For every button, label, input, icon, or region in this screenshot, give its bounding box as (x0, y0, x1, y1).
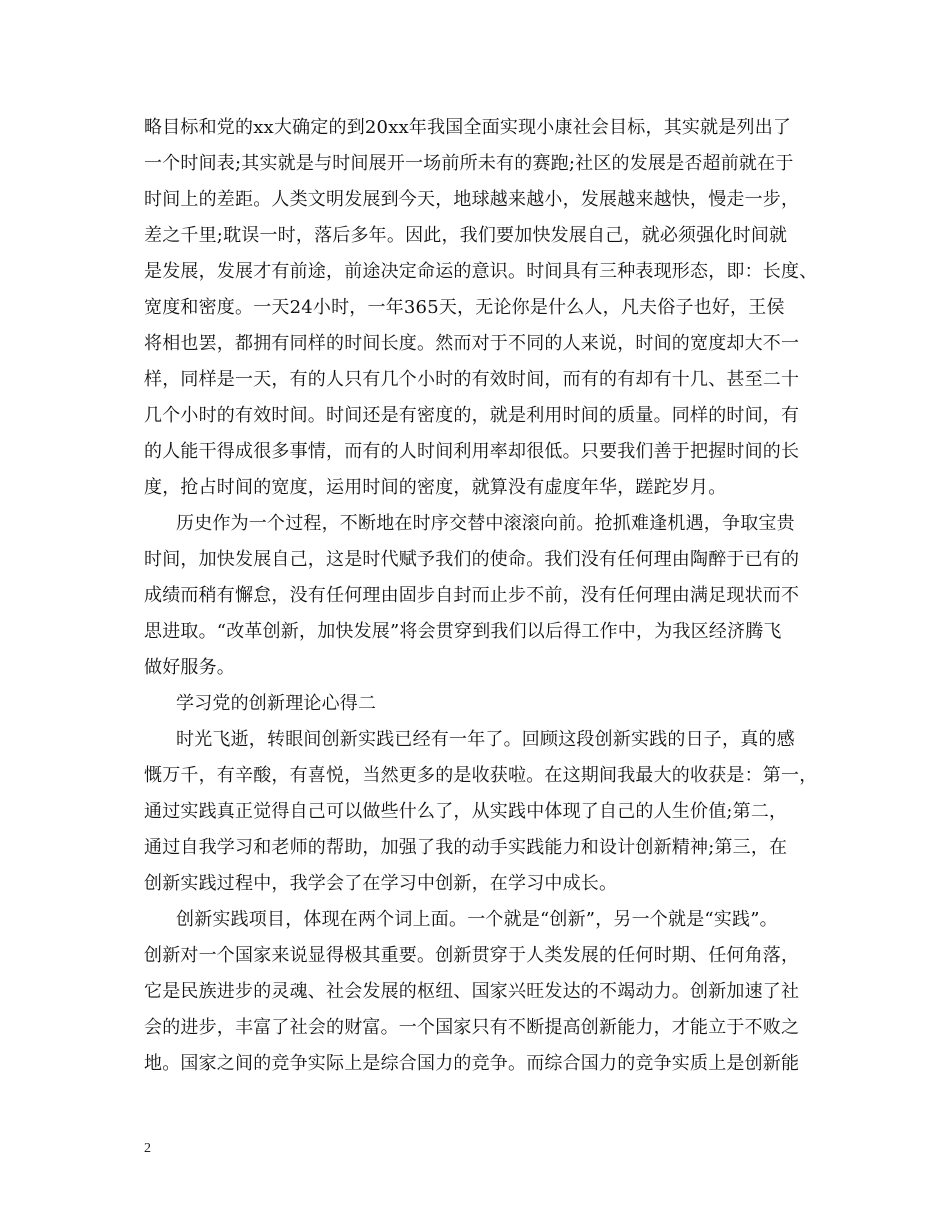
text-line: 慨万千，有辛酸，有喜悦，当然更多的是收获啦。在这期间我最大的收获是：第一， (144, 765, 818, 786)
text-line: 时间，加快发展自己，这是时代赋予我们的使命。我们没有任何理由陶醉于已有的 (144, 549, 800, 570)
text-line: 一个时间表;其实就是与时间展开一场前所未有的赛跑;社区的发展是否超前就在于 (144, 153, 794, 174)
text-line: 几个小时的有效时间。时间还是有密度的，就是利用时间的质量。同样的时间，有 (144, 405, 800, 426)
text-line: 通过自我学习和老师的帮助，加强了我的动手实践能力和设计创新精神;第三，在 (144, 837, 788, 858)
section-heading: 学习党的创新理论心得二 (176, 693, 377, 714)
text-line: 它是民族进步的灵魂、社会发展的枢纽、国家兴旺发达的不竭动力。创新加速了社 (144, 981, 800, 1002)
text-line: 创新对一个国家来说显得极其重要。创新贯穿于人类发展的任何时期、任何角落， (144, 945, 800, 966)
text-line: 度，抢占时间的宽度，运用时间的密度，就算没有虚度年华，蹉跎岁月。 (144, 477, 727, 498)
text-line: 宽度和密度。一天24小时，一年365天，无论你是什么人，凡夫俗子也好，王侯 (144, 297, 785, 318)
text-line: 会的进步，丰富了社会的财富。一个国家只有不断提高创新能力，才能立于不败之 (144, 1017, 800, 1038)
text-line: 通过实践真正觉得自己可以做些什么了，从实践中体现了自己的人生价值;第二， (144, 801, 788, 822)
paragraph-first-line: 时光飞逝，转眼间创新实践已经有一年了。回顾这段创新实践的日子，真的感 (176, 729, 795, 750)
page-number: 2 (144, 1141, 151, 1156)
text-line: 差之千里;耽误一时，落后多年。因此，我们要加快发展自己，就必须强化时间就 (144, 225, 788, 246)
text-line: 将相也罢，都拥有同样的时间长度。然而对于不同的人来说，时间的宽度却大不一 (144, 333, 800, 354)
text-line: 地。国家之间的竞争实际上是综合国力的竞争。而综合国力的竞争实质上是创新能 (144, 1053, 800, 1074)
text-line: 成绩而稍有懈怠，没有任何理由固步自封而止步不前，没有任何理由满足现状而不 (144, 585, 800, 606)
text-line: 思进取。“改革创新，加快发展”将会贯穿到我们以后得工作中，为我区经济腾飞 (144, 621, 782, 642)
text-line: 是发展，发展才有前途，前途决定命运的意识。时间具有三种表现形态，即：长度、 (144, 261, 818, 282)
text-line: 略目标和党的xx大确定的到20xx年我国全面实现小康社会目标，其实就是列出了 (144, 117, 792, 138)
text-line: 时间上的差距。人类文明发展到今天，地球越来越小，发展越来越快，慢走一步， (144, 189, 800, 210)
text-line: 的人能干得成很多事情，而有的人时间利用率却很低。只要我们善于把握时间的长 (144, 441, 800, 462)
paragraph-first-line: 历史作为一个过程，不断地在时序交替中滚滚向前。抢抓难逢机遇，争取宝贵 (176, 513, 795, 534)
text-line: 创新实践过程中，我学会了在学习中创新，在学习中成长。 (144, 873, 618, 894)
text-line: 样，同样是一天，有的人只有几个小时的有效时间，而有的有却有十几、甚至二十 (144, 369, 800, 390)
paragraph-first-line: 创新实践项目，体现在两个词上面。一个就是“创新”，另一个就是“实践”。 (176, 909, 778, 930)
text-line: 做好服务。 (144, 657, 235, 678)
